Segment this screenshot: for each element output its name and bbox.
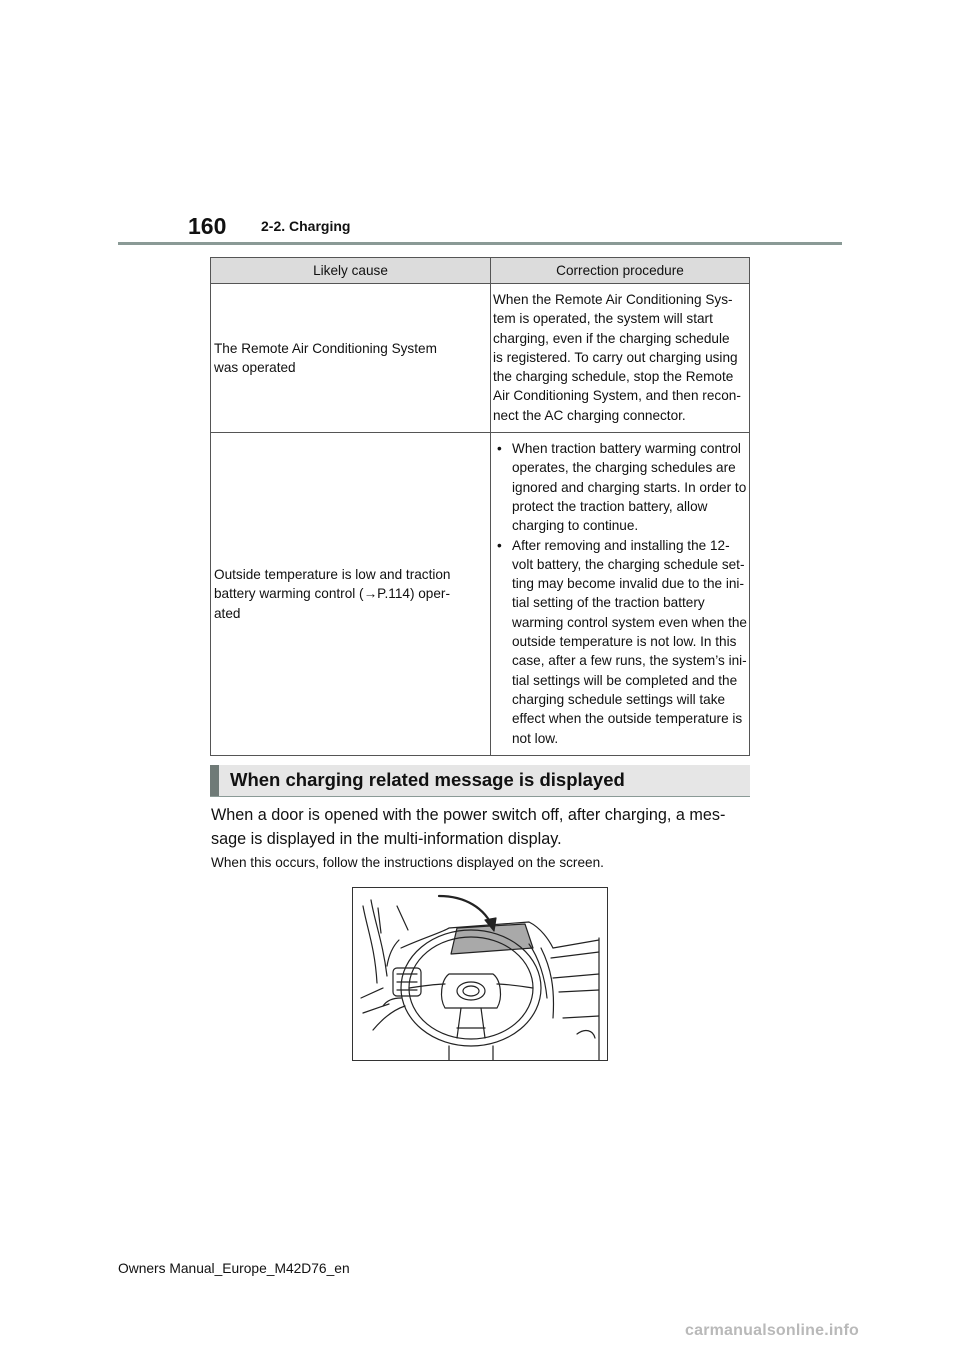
text-line: not low. [512,730,559,746]
section-heading-bar [210,765,750,797]
text-line: protect the traction battery, allow [512,498,708,514]
list-item [493,536,747,748]
likely-cause-table [210,257,750,756]
note-paragraph: When this occurs, follow the instructions displayed on the screen. [211,855,604,870]
text-line: volt battery, the charging schedule set- [512,556,745,572]
watermark: carmanualsonline.info [685,1322,860,1339]
table-header-row [211,258,750,284]
text-line: sage is displayed in the multi-information display. [211,830,562,848]
list-item [493,439,747,535]
table-row [211,433,750,756]
text-line: When a door is opened with the power switch off, after charging, a mes- [211,806,726,824]
text-line: tial settings will be completed and the [512,672,738,688]
section-heading: When charging related message is displayed [230,769,625,790]
heading-underline [210,796,750,797]
text-line: was operated [214,360,296,376]
page-number: 160 [188,213,227,239]
bullet-icon: • [497,441,502,457]
footer-doc-id: Owners Manual_Europe_M42D76_en [118,1261,350,1276]
column-header-correction-procedure: Correction procedure [491,258,750,284]
text-line: charging to continue. [512,518,639,534]
text-line: Outside temperature is low and traction [214,567,451,582]
bullet-icon: • [497,537,502,553]
text-line: When the Remote Air Conditioning Sys- [493,292,733,307]
procedure-cell [491,433,750,756]
column-header-likely-cause: Likely cause [211,258,491,284]
cause-cell [211,284,491,433]
text-line: ated [214,605,241,621]
text-line: charging schedule settings will take [512,691,726,707]
text-line: ting may become invalid due to the ini- [512,576,744,592]
bullet-list [493,439,747,748]
text-line: nect the AC charging connector. [493,407,686,423]
text-line: case, after a few runs, the system’s ini- [512,653,747,669]
steering-wheel-dashboard-illustration [352,887,608,1061]
body-paragraph [211,803,751,851]
section-title: 2-2. Charging [261,218,351,234]
cause-cell [211,433,491,756]
text-line: the charging schedule, stop the Remote [493,369,734,385]
header-rule [118,242,842,245]
text-line: The Remote Air Conditioning System [214,340,437,356]
text-line: After removing and installing the 12- [512,537,730,553]
text-line: tial setting of the traction battery [512,595,705,611]
text-line: effect when the outside temperature is [512,711,743,727]
text-line: When traction battery warming control [512,441,741,457]
text-line: warming control system even when the [512,614,747,630]
text-line: battery warming control (→P.114) oper- [214,586,450,602]
procedure-cell [491,284,750,433]
table-row [211,284,750,433]
text-line: charging, even if the charging schedule [493,330,730,346]
text-line: ignored and charging starts. In order to [512,479,747,495]
text-line: is registered. To carry out charging using [493,349,738,365]
text-line: operates, the charging schedules are [512,460,736,476]
text-line: tem is operated, the system will start [493,311,713,327]
text-line: Air Conditioning System, and then recon- [493,388,741,404]
text-line: outside temperature is not low. In this [512,634,737,650]
